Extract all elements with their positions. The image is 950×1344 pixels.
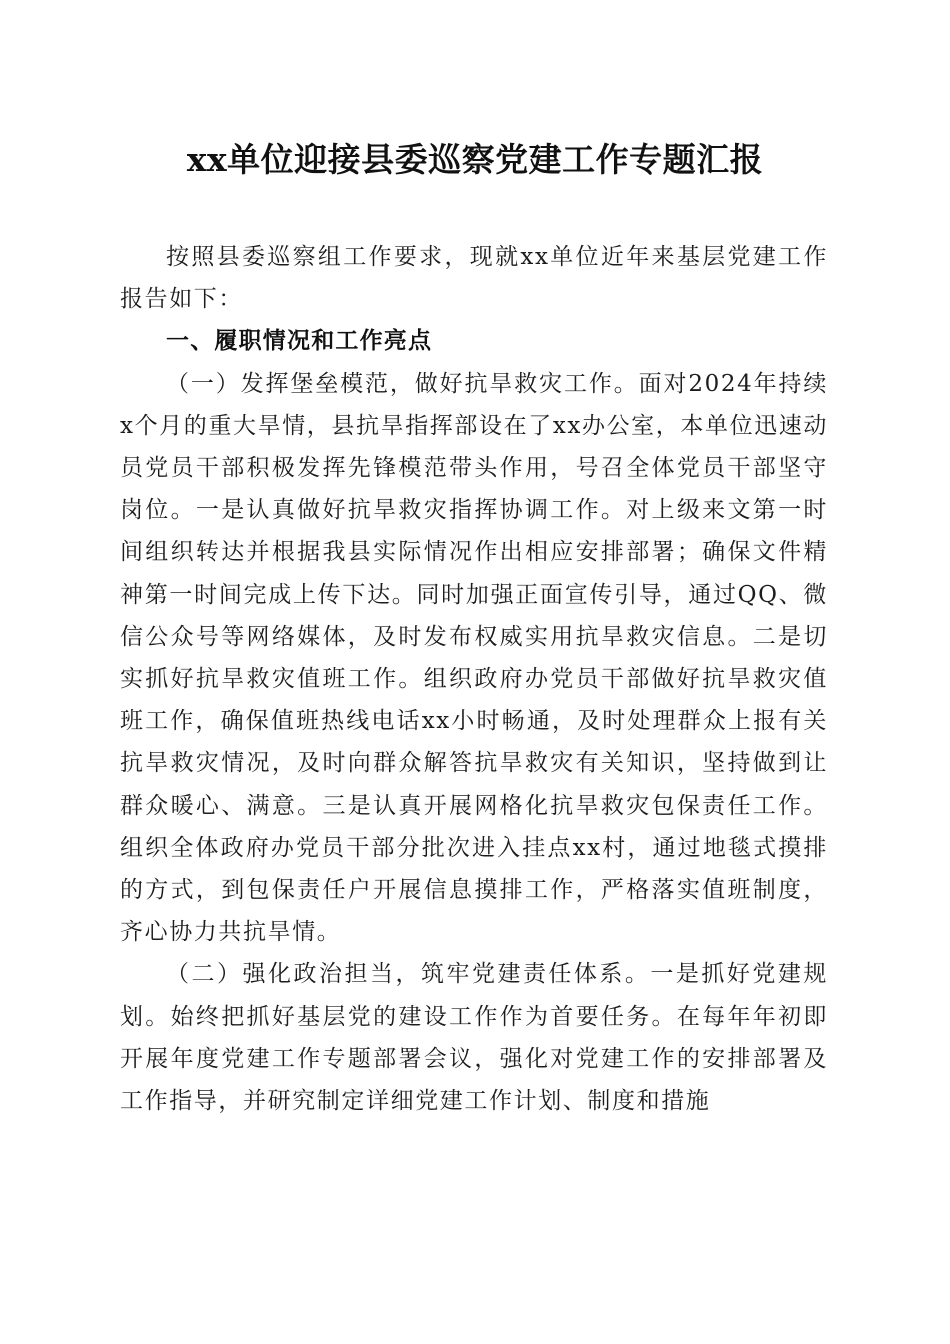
item-2-paragraph [120,953,828,1122]
item-2-body: 一是抓好党建规划。始终把抓好基层党的建设工作作为首要任务。在每年年初即开展年度党建工作专题部署会议，强化对党建工作的安排部署及工作指导，并研究制定详细党建工作计划、制度和措施 [120,961,828,1115]
item-1-body: 面对2024年持续x个月的重大旱情，县抗旱指挥部设在了xx办公室，本单位迅速动员党员干部积极发挥先锋模范带头作用，号召全体党员干部坚守岗位。一是认真做好抗旱救灾指挥协调工作。对上级来文第一时间组织转达并根据我县实际情况作出相应安排部署；确保文件精神第一时间完成上传下达。同时加强正面宣传引导，通过QQ、微信公众号等网络媒体，及时发布权威实用抗旱救灾信息。二是切实抓好抗旱救灾值班工作。组织政府办党员干部做好抗旱救灾值班工作，确保值班热线电话xx小时畅通，及时处理群众上报有关抗旱救灾情况，及时向群众解答抗旱救灾有关知识，坚持做到让群众暖心、满意。三是认真开展网格化抗旱救灾包保责任工作。组织全体政府办党员干部分批次进入挂点xx村，通过地毯式摸排的方式，到包保责任户开展信息摸排工作，严格落实值班制度，齐心协力共抗旱情。 [120,370,828,946]
item-2-subheading: （二）强化政治担当，筑牢党建责任体系。 [166,961,651,988]
section-heading: 一、履职情况和工作亮点 [166,328,433,355]
document-title: xx单位迎接县委巡察党建工作专题汇报 [186,140,764,179]
document-body [120,236,828,1122]
item-1-paragraph [120,363,828,954]
item-1-subheading: （一）发挥堡垒模范，做好抗旱救灾工作。 [166,370,639,397]
intro-paragraph: 按照县委巡察组工作要求，现就xx单位近年来基层党建工作报告如下： [120,244,828,313]
